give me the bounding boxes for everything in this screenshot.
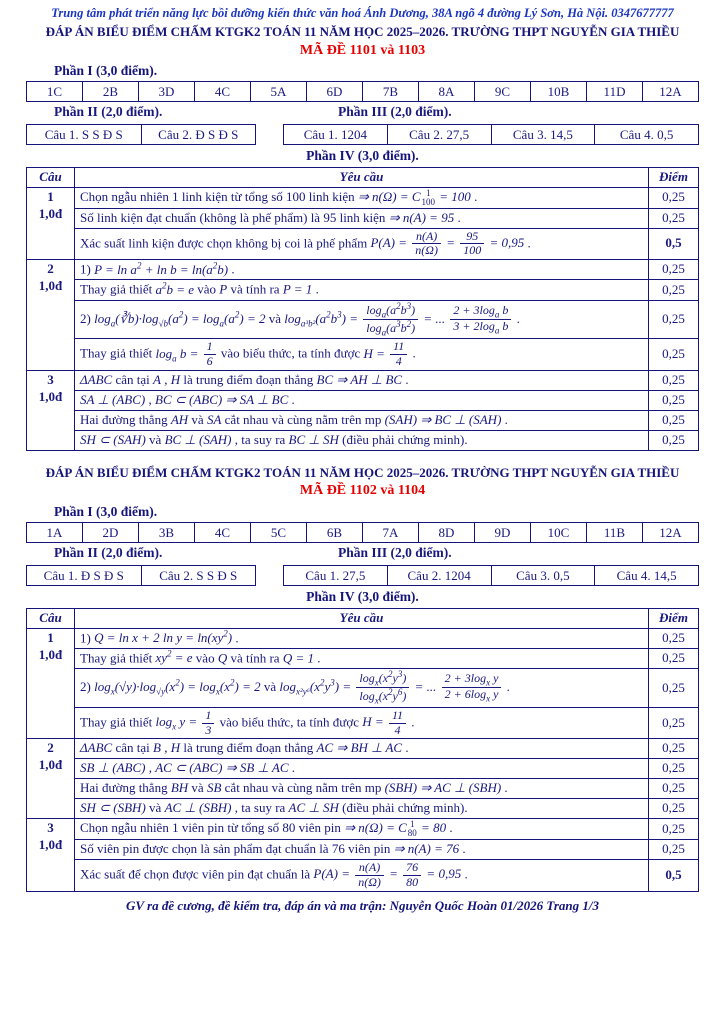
section-title: ĐÁP ÁN BIỂU ĐIỂM CHẤM KTGK2 TOÁN 11 NĂM HỌC 2025–2026. TRƯỜNG THPT NGUYỄN GIA THIỀU: [45, 23, 680, 39]
part1-answer-cell: 3B: [139, 523, 195, 543]
score-cell: 0,5: [649, 859, 699, 891]
exam-code: MÃ ĐỀ 1102 và 1104: [299, 483, 426, 499]
part1-answer-cell: 10B: [531, 82, 587, 102]
part2-label: Phần II (2,0 điểm).: [54, 545, 163, 561]
question-number: 1: [47, 629, 54, 645]
score-cell: 0,25: [649, 187, 699, 208]
part1-answers-table: [26, 81, 699, 102]
requirement-text: Thay giả thiết $\log_a b$ = $\frac{1}{6}$ vào biểu thức, ta tính được H = $\frac{11}{4}$ .: [75, 339, 649, 371]
part3-answer-cell: Câu 2. 27,5: [387, 125, 491, 145]
part1-answer-cell: 12A: [643, 523, 699, 543]
part3-answer-cell: Câu 1. 27,5: [284, 566, 388, 586]
question-points: 1,0đ: [38, 646, 63, 662]
part2-part3-labels: [26, 545, 699, 565]
part1-answer-cell: 6D: [307, 82, 363, 102]
requirement-text: SH ⊂ (SBH) và AC ⊥ (SBH) , ta suy ra AC ⊥ SH (điều phải chứng minh).: [75, 799, 649, 819]
question-number: 2: [47, 261, 54, 277]
requirement-row: [27, 208, 699, 228]
part2-label: Phần II (2,0 điểm).: [54, 104, 163, 120]
requirement-text: Hai đường thẳng AH và SA cắt nhau và cùng nằm trên mp (SAH) ⇒ BC ⊥ (SAH) .: [75, 410, 649, 430]
question-number: 1: [47, 188, 54, 204]
part1-answer-cell: 8A: [419, 82, 475, 102]
score-cell: 0,25: [649, 208, 699, 228]
part4-table: [26, 167, 699, 451]
part1-answer-cell: 4C: [195, 523, 251, 543]
requirement-row: [27, 339, 699, 371]
question-number-cell: [27, 739, 75, 819]
part2-part3-tables: [26, 124, 699, 145]
part1-answer-cell: 2B: [83, 82, 139, 102]
question-number-cell: [27, 371, 75, 451]
requirement-text: Số linh kiện đạt chuẩn (không là phế phẩm) là 95 linh kiện ⇒ n(A) = 95 .: [75, 208, 649, 228]
score-cell: 0,25: [649, 707, 699, 739]
part1-label: Phần I (3,0 điểm).: [54, 503, 158, 519]
requirement-row: [27, 280, 699, 300]
part1-answer-cell: 8D: [419, 523, 475, 543]
col-header-diem: Điểm: [649, 167, 699, 187]
part3-answer-cell: Câu 1. 1204: [284, 125, 388, 145]
requirement-text: 2) $\log_x(√y)\cdot\log_{√y}(x^2) = \log_x(x^2) = 2$ và $\log_{x^2y^6}(x^2y^3)$ = $\frac{\log_x(x^2y^3)}{\log_x(x^2y^6)}$ = ... $\frac{2 + 3\log_x y}{2 + 6\log_x y}$ .: [75, 669, 649, 708]
score-cell: 0,25: [649, 840, 699, 860]
requirement-row: [27, 228, 699, 260]
part1-answer-cell: 11D: [587, 82, 643, 102]
question-points: 1,0đ: [38, 757, 63, 773]
question-number: 2: [47, 740, 54, 756]
score-cell: 0,25: [649, 339, 699, 371]
part1-answer-cell: 10C: [531, 523, 587, 543]
score-cell: 0,25: [649, 280, 699, 300]
part4-label: Phần IV (3,0 điểm).: [306, 589, 419, 605]
question-points: 1,0đ: [38, 278, 63, 294]
part4-header-row: [27, 167, 699, 187]
footer-line: GV ra đề cương, đề kiểm tra, đáp án và ma trận: Nguyễn Quốc Hoàn 01/2026 Trang 1/3: [125, 897, 600, 913]
part3-label: Phần III (2,0 điểm).: [338, 545, 452, 561]
part3-answer-cell: Câu 3. 14,5: [491, 125, 595, 145]
requirement-text: Thay giả thiết $\log_x y$ = $\frac{1}{3}$ vào biểu thức, ta tính được H = $\frac{11}{4}$ .: [75, 707, 649, 739]
part2-part3-labels: [26, 104, 699, 124]
part2-answer-cell: Câu 1. S S Đ S: [27, 125, 142, 145]
requirement-row: [27, 799, 699, 819]
requirement-row: [27, 628, 699, 648]
question-number-cell: [27, 628, 75, 739]
part1-answer-cell: 6B: [307, 523, 363, 543]
part1-answer-cell: 3D: [139, 82, 195, 102]
part3-answer-cell: Câu 3. 0,5: [491, 566, 595, 586]
question-number-cell: [27, 260, 75, 371]
part4-label: Phần IV (3,0 điểm).: [306, 148, 419, 164]
part4-table: [26, 608, 699, 892]
part1-answer-cell: 1C: [27, 82, 83, 102]
requirement-text: 1) Q = ln x + 2 $\ln y = \ln(xy^2)$ .: [75, 628, 649, 648]
requirement-row: [27, 707, 699, 739]
part1-answer-cell: 5A: [251, 82, 307, 102]
score-cell: 0,25: [649, 410, 699, 430]
score-cell: 0,25: [649, 669, 699, 708]
part1-answer-cell: 9C: [475, 82, 531, 102]
score-cell: 0,25: [649, 648, 699, 668]
question-points: 1,0đ: [38, 836, 63, 852]
part1-answers-table: [26, 522, 699, 543]
requirement-text: 2) $\log_a(∛b)\cdot\log_{√b}(a^2) = \log_a(a^2) = 2$ và $\log_{a^3b^2}(a^2b^3)$ = $\frac{\log_a(a^2b^3)}{\log_a(a^3b^2)}$ = ... $\frac{2 + 3\log_a b}{3 + 2\log_a b}$ .: [75, 300, 649, 339]
part3-answer-cell: Câu 4. 14,5: [595, 566, 699, 586]
question-number: 3: [47, 820, 54, 835]
part1-answer-cell: 9D: [475, 523, 531, 543]
requirement-row: [27, 260, 699, 280]
score-cell: 0,5: [649, 228, 699, 260]
question-number-cell: [27, 819, 75, 892]
section-title: ĐÁP ÁN BIỂU ĐIỂM CHẤM KTGK2 TOÁN 11 NĂM HỌC 2025–2026. TRƯỜNG THPT NGUYỄN GIA THIỀU: [45, 464, 680, 480]
part1-answer-cell: 5C: [251, 523, 307, 543]
requirement-text: Chọn ngẫu nhiên 1 linh kiện từ tổng số 100 linh kiện ⇒ n(Ω) = C 1 100 = 100 .: [75, 187, 649, 208]
part1-answer-cell: 1A: [27, 523, 83, 543]
score-cell: 0,25: [649, 300, 699, 339]
part1-answer-cell: 2D: [83, 523, 139, 543]
score-cell: 0,25: [649, 430, 699, 450]
requirement-text: Xác suất linh kiện được chọn không bị coi là phế phẩm P(A) = $\frac{n(A)}{n(\Omega)}$ = $\frac{95}{100}$ = 0,95 .: [75, 228, 649, 260]
score-cell: 0,25: [649, 628, 699, 648]
score-cell: 0,25: [649, 739, 699, 759]
requirement-text: SA ⊥ (ABC) , BC ⊂ (ABC) ⇒ SA ⊥ BC .: [75, 390, 649, 410]
requirement-text: SB ⊥ (ABC) , AC ⊂ (ABC) ⇒ SB ⊥ AC .: [75, 759, 649, 779]
question-points: 1,0đ: [38, 205, 63, 221]
part1-answer-cell: 7A: [363, 523, 419, 543]
question-points: 1,0đ: [38, 388, 63, 404]
part2-part3-tables: [26, 565, 699, 586]
requirement-row: [27, 187, 699, 208]
exam-code: MÃ ĐỀ 1101 và 1103: [299, 42, 426, 58]
sections-container: [26, 24, 699, 892]
part2-answers-table: [26, 124, 256, 145]
part1-answer-cell: 4C: [195, 82, 251, 102]
requirement-text: Số viên pin được chọn là sản phẩm đạt chuẩn là 76 viên pin ⇒ n(A) = 76 .: [75, 840, 649, 860]
part3-answer-cell: Câu 4. 0,5: [595, 125, 699, 145]
part2-answer-cell: Câu 2. Đ S Đ S: [141, 125, 256, 145]
requirement-row: [27, 371, 699, 391]
requirement-row: [27, 390, 699, 410]
part1-label: Phần I (3,0 điểm).: [54, 62, 158, 78]
center-info-line: Trung tâm phát triển năng lực bồi dưỡng kiến thức văn hoá Ánh Dương, 38A ngõ 4 đường Lý Sơn, Hà Nội. 0347677777: [51, 6, 674, 20]
score-cell: 0,25: [649, 799, 699, 819]
question-number-cell: [27, 187, 75, 260]
part4-header-row: [27, 608, 699, 628]
requirement-text: ΔABC cân tại B , H là trung điểm đoạn thẳng AC ⇒ BH ⊥ AC .: [75, 739, 649, 759]
col-header-yeucau: Yêu cầu: [75, 167, 649, 187]
requirement-row: [27, 669, 699, 708]
requirement-text: Hai đường thẳng BH và SB cắt nhau và cùng nằm trên mp (SBH) ⇒ AC ⊥ (SBH) .: [75, 779, 649, 799]
requirement-row: [27, 759, 699, 779]
col-header-yeucau: Yêu cầu: [75, 608, 649, 628]
part3-label: Phần III (2,0 điểm).: [338, 104, 452, 120]
requirement-text: Xác suất để chọn được viên pin đạt chuẩn là P(A) = $\frac{n(A)}{n(\Omega)}$ = $\frac{76}{80}$ = 0,95 .: [75, 859, 649, 891]
score-cell: 0,25: [649, 779, 699, 799]
requirement-text: Thay giả thiết $a^2b = e$ vào P và tính ra P = 1 .: [75, 280, 649, 300]
part1-answer-cell: 11B: [587, 523, 643, 543]
requirement-row: [27, 300, 699, 339]
requirement-text: 1) $P = \ln a^2 + \ln b = \ln(a^2b)$ .: [75, 260, 649, 280]
score-cell: 0,25: [649, 260, 699, 280]
part3-answers-table: [283, 124, 699, 145]
requirement-text: Chọn ngẫu nhiên 1 viên pin từ tổng số 80 viên pin ⇒ n(Ω) = C 1 80 = 80 .: [75, 819, 649, 840]
score-cell: 0,25: [649, 390, 699, 410]
part3-answer-cell: Câu 2. 1204: [387, 566, 491, 586]
requirement-text: Thay giả thiết $xy^2 = e$ vào Q và tính ra Q = 1 .: [75, 648, 649, 668]
part2-answer-cell: Câu 2. S S Đ S: [141, 566, 256, 586]
requirement-row: [27, 859, 699, 891]
part2-answer-cell: Câu 1. Đ S Đ S: [27, 566, 142, 586]
requirement-row: [27, 410, 699, 430]
col-header-diem: Điểm: [649, 608, 699, 628]
answer-section: [26, 24, 699, 451]
part2-answers-table: [26, 565, 256, 586]
question-number: 3: [47, 372, 54, 387]
requirement-row: [27, 840, 699, 860]
requirement-row: [27, 779, 699, 799]
requirement-row: [27, 648, 699, 668]
answer-section: [26, 465, 699, 892]
requirement-text: ΔABC cân tại A , H là trung điểm đoạn thẳng BC ⇒ AH ⊥ BC .: [75, 371, 649, 391]
col-header-cau: Câu: [27, 608, 75, 628]
requirement-row: [27, 819, 699, 840]
score-cell: 0,25: [649, 819, 699, 840]
part1-answer-cell: 12A: [643, 82, 699, 102]
score-cell: 0,25: [649, 371, 699, 391]
part3-answers-table: [283, 565, 699, 586]
part1-answer-cell: 7B: [363, 82, 419, 102]
requirement-text: SH ⊂ (SAH) và BC ⊥ (SAH) , ta suy ra BC ⊥ SH (điều phải chứng minh).: [75, 430, 649, 450]
col-header-cau: Câu: [27, 167, 75, 187]
requirement-row: [27, 739, 699, 759]
score-cell: 0,25: [649, 759, 699, 779]
requirement-row: [27, 430, 699, 450]
